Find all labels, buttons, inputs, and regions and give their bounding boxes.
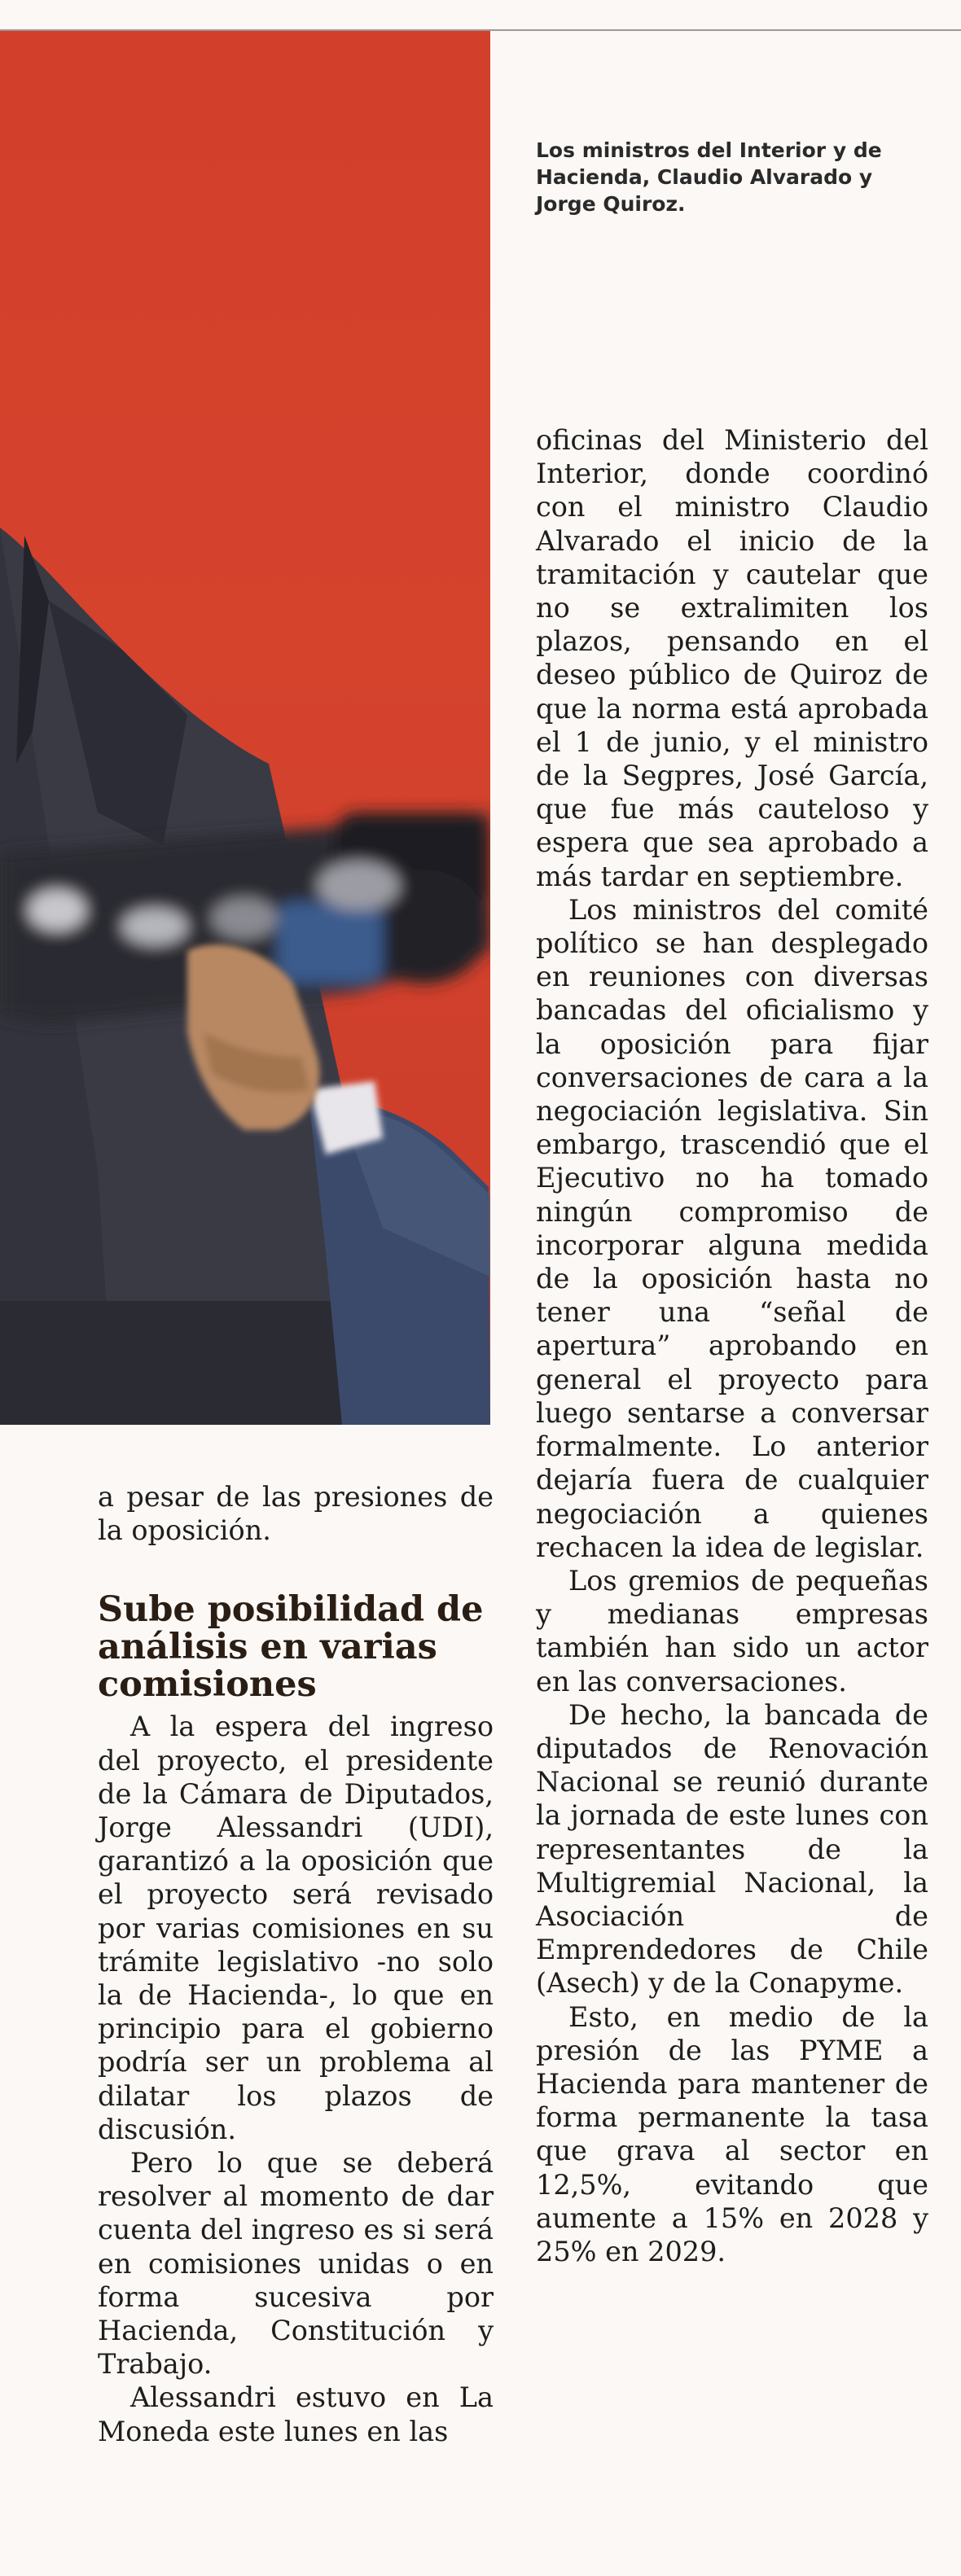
right-column (536, 423, 928, 2268)
photo-caption: Los ministros del Interior y de Hacienda, Claudio Alvarado y Jorge Quiroz. (536, 138, 882, 216)
body-paragraph: De hecho, la bancada de diputados de Renovación Nacional se reunió durante la jornada de este lunes con representantes de la Multigremial Nacional, la Asociación de Emprendedores de Chile (Asech) y de la Conapyme. (536, 1698, 928, 2000)
left-column (98, 1480, 494, 2448)
continued-paragraph: a pesar de las presiones de la oposición. (98, 1481, 494, 1547)
body-paragraph: Pero lo que se deberá resolver al momento de dar cuenta del ingreso es si será en comisiones unidas o en forma sucesiva por Hacienda, Constitución y Trabajo. (98, 2147, 494, 2381)
body-paragraph: Alessandri estuvo en La Moneda este lunes en las (98, 2381, 494, 2447)
body-paragraph: Los gremios de pequeñas y medianas empresas también han sido un actor en las conversaciones. (536, 1564, 928, 1698)
photo-illustration (0, 31, 490, 1425)
body-paragraph: Los ministros del comité político se han desplegado en reuniones con diversas bancadas del oficialismo y la oposición para fijar conversaciones de cara a la negociación legislativa. Sin embargo, trascendió que el Ejecutivo no ha tomado ningún compromiso de incorporar alguna medida de la oposición hasta no tener una “señal de apertura” aprobando en general el proyecto para luego sentarse a conversar formalmente. Lo anterior dejaría fuera de cualquier negociación a quienes rechacen la idea de legislar. (536, 893, 928, 1563)
news-photo (0, 31, 490, 1425)
body-paragraph: A la espera del ingreso del proyecto, el presidente de la Cámara de Diputados, Jorge Alessandri (UDI), garantizó a la oposición que el proyecto será revisado por varias comisiones en su trámite legislativo -no solo la de Hacienda-, lo que en principio para el gobierno podría ser un problema al dilatar los plazos de discusión. (98, 1711, 494, 2145)
body-paragraph: Esto, en medio de la presión de las PYME a Hacienda para mantener de forma permanente la tasa que grava al sector en 12,5%, evitando que aumente a 15% en 2028 y 25% en 2029. (536, 2000, 928, 2267)
subheading: Sube posibilidad de análisis en varias comisiones (98, 1589, 484, 1706)
continued-paragraph: oficinas del Ministerio del Interior, donde coordinó con el ministro Claudio Alvarado el inicio de la tramitación y cautelar que no se extralimiten los plazos, pensando en el deseo público de Quiroz de que la norma está aprobada el 1 de junio, y el ministro de la Segpres, José García, que fue más cauteloso y espera que sea aprobado a más tardar en septiembre. (536, 424, 928, 892)
